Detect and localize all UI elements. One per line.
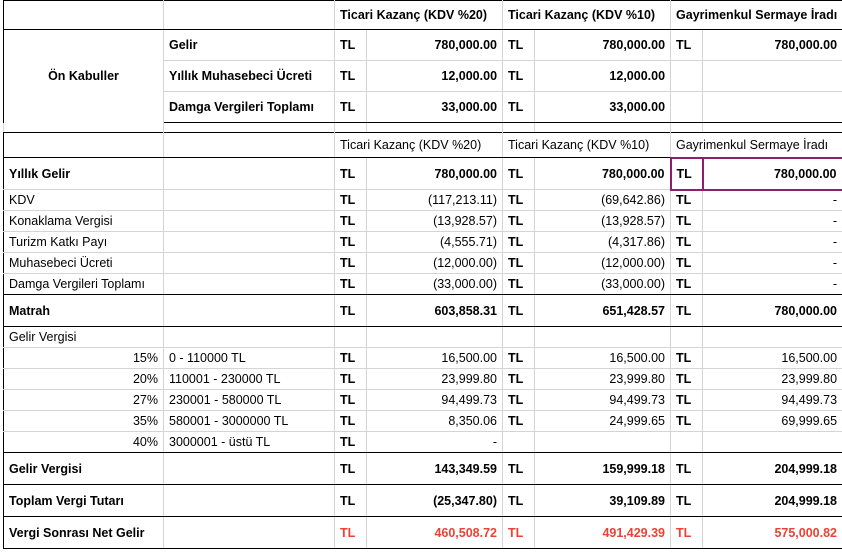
value-3-gelir-vergisi-total[interactable]: 204,999.18 <box>703 453 842 485</box>
currency-3: TL <box>671 253 703 274</box>
row-bracket-40[interactable] <box>4 432 842 453</box>
row-kdv[interactable] <box>4 190 842 211</box>
row-label-kdv: KDV <box>4 190 164 211</box>
currency-1: TL <box>335 274 367 295</box>
currency-1: TL <box>335 453 367 485</box>
bracket-range-40: 3000001 - üstü TL <box>164 432 335 453</box>
assumptions-value-2[interactable]: 33,000.00 <box>535 92 671 123</box>
value-2-konaklama[interactable]: (13,928.57) <box>535 211 671 232</box>
currency-1: TL <box>335 190 367 211</box>
assumptions-header-col-3: Gayrimenkul Sermaye İradı <box>671 1 842 30</box>
assumptions-currency-2: TL <box>503 92 535 123</box>
assumptions-currency-1: TL <box>335 30 367 61</box>
currency-3: TL <box>671 348 703 369</box>
value-3-bracket-27[interactable]: 94,499.73 <box>703 390 842 411</box>
value-3-matrah[interactable]: 780,000.00 <box>703 295 842 327</box>
spacer-cell <box>535 123 671 132</box>
assumptions-currency-2: TL <box>503 61 535 92</box>
currency-1: TL <box>335 432 367 453</box>
value-2-turizm[interactable]: (4,317.86) <box>535 232 671 253</box>
row-label-damga: Damga Vergileri Toplamı <box>4 274 164 295</box>
value-2-kdv[interactable]: (69,642.86) <box>535 190 671 211</box>
currency-2: TL <box>503 390 535 411</box>
currency-2: TL <box>503 517 535 549</box>
section-desc-blank <box>164 327 335 348</box>
value-1-bracket-15[interactable]: 16,500.00 <box>367 348 503 369</box>
row-konaklama-vergisi[interactable] <box>4 211 842 232</box>
currency-1: TL <box>335 517 367 549</box>
currency-3-selected[interactable]: TL <box>671 158 703 190</box>
row-label-yillik-gelir: Yıllık Gelir <box>4 158 164 190</box>
assumptions-header-col-1: Ticari Kazanç (KDV %20) <box>335 1 503 30</box>
currency-3: TL <box>671 453 703 485</box>
value-1-toplam-vergi[interactable]: (25,347.80) <box>367 485 503 517</box>
row-gelir-vergisi-total[interactable] <box>4 453 842 485</box>
value-3-bracket-20[interactable]: 23,999.80 <box>703 369 842 390</box>
value-2-bracket-20[interactable]: 23,999.80 <box>535 369 671 390</box>
row-label-muhasebeci: Muhasebeci Ücreti <box>4 253 164 274</box>
value-3-muhasebeci[interactable]: - <box>703 253 842 274</box>
row-desc-damga <box>164 274 335 295</box>
value-2-yillik-gelir[interactable]: 780,000.00 <box>535 158 671 190</box>
section-currency-2 <box>503 327 535 348</box>
spacer-cell <box>335 123 367 132</box>
bracket-rate-27: 27% <box>4 390 164 411</box>
currency-1: TL <box>335 369 367 390</box>
assumptions-header-blank-2 <box>164 1 335 30</box>
table-spacer <box>3 123 842 132</box>
value-3-toplam-vergi[interactable]: 204,999.18 <box>703 485 842 517</box>
currency-1: TL <box>335 232 367 253</box>
bracket-range-27: 230001 - 580000 TL <box>164 390 335 411</box>
assumptions-value-3[interactable]: 780,000.00 <box>703 30 842 61</box>
value-1-muhasebeci[interactable]: (12,000.00) <box>367 253 503 274</box>
section-value-2 <box>535 327 671 348</box>
currency-2: TL <box>503 369 535 390</box>
section-value-1 <box>367 327 503 348</box>
row-turizm-katki-payi[interactable] <box>4 232 842 253</box>
assumptions-currency-2: TL <box>503 30 535 61</box>
row-vergi-sonrasi-net-gelir[interactable] <box>4 517 842 549</box>
section-value-3 <box>703 327 842 348</box>
currency-2: TL <box>503 348 535 369</box>
assumptions-value-3[interactable] <box>703 61 842 92</box>
currency-2: TL <box>503 411 535 432</box>
assumptions-currency-1: TL <box>335 92 367 123</box>
assumptions-row-label: Damga Vergileri Toplamı <box>164 92 335 123</box>
currency-3: TL <box>671 190 703 211</box>
assumptions-header-col-2: Ticari Kazanç (KDV %10) <box>503 1 671 30</box>
currency-1: TL <box>335 158 367 190</box>
value-2-bracket-27[interactable]: 94,499.73 <box>535 390 671 411</box>
assumptions-value-1[interactable]: 780,000.00 <box>367 30 503 61</box>
spacer-cell <box>164 123 335 132</box>
assumptions-value-3[interactable] <box>703 92 842 123</box>
assumptions-currency-3 <box>671 92 703 123</box>
assumptions-currency-3 <box>671 61 703 92</box>
value-2-damga[interactable]: (33,000.00) <box>535 274 671 295</box>
bracket-range-15: 0 - 110000 TL <box>164 348 335 369</box>
section-currency-3 <box>671 327 703 348</box>
value-3-turizm[interactable]: - <box>703 232 842 253</box>
value-1-net-gelir[interactable]: 460,508.72 <box>367 517 503 549</box>
row-label-net-gelir: Vergi Sonrası Net Gelir <box>4 517 164 549</box>
bracket-range-35: 580001 - 3000000 TL <box>164 411 335 432</box>
currency-3: TL <box>671 211 703 232</box>
row-desc-gelir-vergisi-total <box>164 453 335 485</box>
currency-1: TL <box>335 390 367 411</box>
detail-header-row <box>4 133 842 158</box>
currency-3: TL <box>671 390 703 411</box>
value-1-bracket-35[interactable]: 8,350.06 <box>367 411 503 432</box>
value-3-damga[interactable]: - <box>703 274 842 295</box>
currency-2: TL <box>503 295 535 327</box>
row-damga-vergileri-toplami[interactable] <box>4 274 842 295</box>
currency-3: TL <box>671 274 703 295</box>
currency-3: TL <box>671 232 703 253</box>
value-2-net-gelir[interactable]: 491,429.39 <box>535 517 671 549</box>
tax-detail-table <box>3 132 842 549</box>
assumptions-title-cell: Ön Kabuller <box>4 30 164 123</box>
value-1-gelir-vergisi-total[interactable]: 143,349.59 <box>367 453 503 485</box>
row-bracket-27[interactable] <box>4 390 842 411</box>
row-bracket-20[interactable] <box>4 369 842 390</box>
row-label-turizm: Turizm Katkı Payı <box>4 232 164 253</box>
currency-3: TL <box>671 369 703 390</box>
value-1-turizm[interactable]: (4,555.71) <box>367 232 503 253</box>
value-1-matrah[interactable]: 603,858.31 <box>367 295 503 327</box>
value-2-toplam-vergi[interactable]: 39,109.89 <box>535 485 671 517</box>
bracket-rate-20: 20% <box>4 369 164 390</box>
row-label-konaklama: Konaklama Vergisi <box>4 211 164 232</box>
currency-3: TL <box>671 295 703 327</box>
value-1-bracket-40[interactable]: - <box>367 432 503 453</box>
currency-1: TL <box>335 485 367 517</box>
row-desc-muhasebeci <box>164 253 335 274</box>
currency-1: TL <box>335 211 367 232</box>
value-2-muhasebeci[interactable]: (12,000.00) <box>535 253 671 274</box>
assumptions-row-label: Gelir <box>164 30 335 61</box>
bracket-rate-35: 35% <box>4 411 164 432</box>
assumptions-value-1[interactable]: 12,000.00 <box>367 61 503 92</box>
currency-2: TL <box>503 211 535 232</box>
assumptions-currency-1: TL <box>335 61 367 92</box>
value-3-bracket-40[interactable] <box>703 432 842 453</box>
value-3-yillik-gelir-selected[interactable]: 780,000.00 <box>703 158 842 190</box>
currency-3 <box>671 432 703 453</box>
currency-1: TL <box>335 348 367 369</box>
value-1-kdv[interactable]: (117,213.11) <box>367 190 503 211</box>
row-desc-toplam-vergi <box>164 485 335 517</box>
row-desc-matrah <box>164 295 335 327</box>
assumptions-currency-3: TL <box>671 30 703 61</box>
value-1-konaklama[interactable]: (13,928.57) <box>367 211 503 232</box>
spacer-cell <box>703 123 842 132</box>
currency-2: TL <box>503 190 535 211</box>
bracket-range-20: 110001 - 230000 TL <box>164 369 335 390</box>
value-1-yillik-gelir[interactable]: 780,000.00 <box>367 158 503 190</box>
currency-2: TL <box>503 158 535 190</box>
currency-2: TL <box>503 453 535 485</box>
currency-1: TL <box>335 295 367 327</box>
spacer-cell <box>367 123 503 132</box>
spacer-cell <box>671 123 703 132</box>
value-3-bracket-15[interactable]: 16,500.00 <box>703 348 842 369</box>
row-label-gelir-vergisi-total: Gelir Vergisi <box>4 453 164 485</box>
assumptions-value-2[interactable]: 12,000.00 <box>535 61 671 92</box>
row-desc-net-gelir <box>164 517 335 549</box>
row-yillik-gelir[interactable] <box>4 158 842 190</box>
value-3-kdv[interactable]: - <box>703 190 842 211</box>
value-2-matrah[interactable]: 651,428.57 <box>535 295 671 327</box>
row-matrah[interactable] <box>4 295 842 327</box>
detail-header-col-3: Gayrimenkul Sermaye İradı <box>671 133 842 158</box>
currency-1: TL <box>335 411 367 432</box>
row-toplam-vergi-tutari[interactable] <box>4 485 842 517</box>
value-2-bracket-35[interactable]: 24,999.65 <box>535 411 671 432</box>
currency-3: TL <box>671 411 703 432</box>
spacer-cell <box>4 123 164 132</box>
detail-header-blank-1 <box>4 133 164 158</box>
currency-2: TL <box>503 485 535 517</box>
bracket-rate-15: 15% <box>4 348 164 369</box>
assumptions-header-row <box>4 1 842 30</box>
value-3-net-gelir[interactable]: 575,000.82 <box>703 517 842 549</box>
assumptions-value-1[interactable]: 33,000.00 <box>367 92 503 123</box>
row-desc-konaklama <box>164 211 335 232</box>
row-bracket-15[interactable] <box>4 348 842 369</box>
section-label-gelir-vergisi: Gelir Vergisi <box>4 327 164 348</box>
row-desc-turizm <box>164 232 335 253</box>
row-desc-kdv <box>164 190 335 211</box>
row-label-toplam-vergi: Toplam Vergi Tutarı <box>4 485 164 517</box>
row-label-matrah: Matrah <box>4 295 164 327</box>
currency-2: TL <box>503 253 535 274</box>
assumptions-value-2[interactable]: 780,000.00 <box>535 30 671 61</box>
section-currency-1 <box>335 327 367 348</box>
currency-2 <box>503 432 535 453</box>
row-gelir-vergisi-section <box>4 327 842 348</box>
value-2-bracket-40[interactable] <box>535 432 671 453</box>
bracket-rate-40: 40% <box>4 432 164 453</box>
assumptions-table <box>3 0 842 123</box>
value-1-damga[interactable]: (33,000.00) <box>367 274 503 295</box>
currency-2: TL <box>503 274 535 295</box>
assumptions-row-label: Yıllık Muhasebeci Ücreti <box>164 61 335 92</box>
detail-header-blank-2 <box>164 133 335 158</box>
value-1-bracket-27[interactable]: 94,499.73 <box>367 390 503 411</box>
value-2-bracket-15[interactable]: 16,500.00 <box>535 348 671 369</box>
row-desc-yillik-gelir <box>164 158 335 190</box>
detail-header-col-1: Ticari Kazanç (KDV %20) <box>335 133 503 158</box>
assumptions-row-gelir[interactable] <box>4 30 842 61</box>
currency-3: TL <box>671 485 703 517</box>
currency-2: TL <box>503 232 535 253</box>
currency-1: TL <box>335 253 367 274</box>
currency-3: TL <box>671 517 703 549</box>
detail-header-col-2: Ticari Kazanç (KDV %10) <box>503 133 671 158</box>
value-1-bracket-20[interactable]: 23,999.80 <box>367 369 503 390</box>
spacer-cell <box>503 123 535 132</box>
value-3-konaklama[interactable]: - <box>703 211 842 232</box>
assumptions-header-blank-1 <box>4 1 164 30</box>
row-muhasebeci-ucreti[interactable] <box>4 253 842 274</box>
value-2-gelir-vergisi-total[interactable]: 159,999.18 <box>535 453 671 485</box>
spacer-row <box>4 123 842 132</box>
value-3-bracket-35[interactable]: 69,999.65 <box>703 411 842 432</box>
row-bracket-35[interactable] <box>4 411 842 432</box>
